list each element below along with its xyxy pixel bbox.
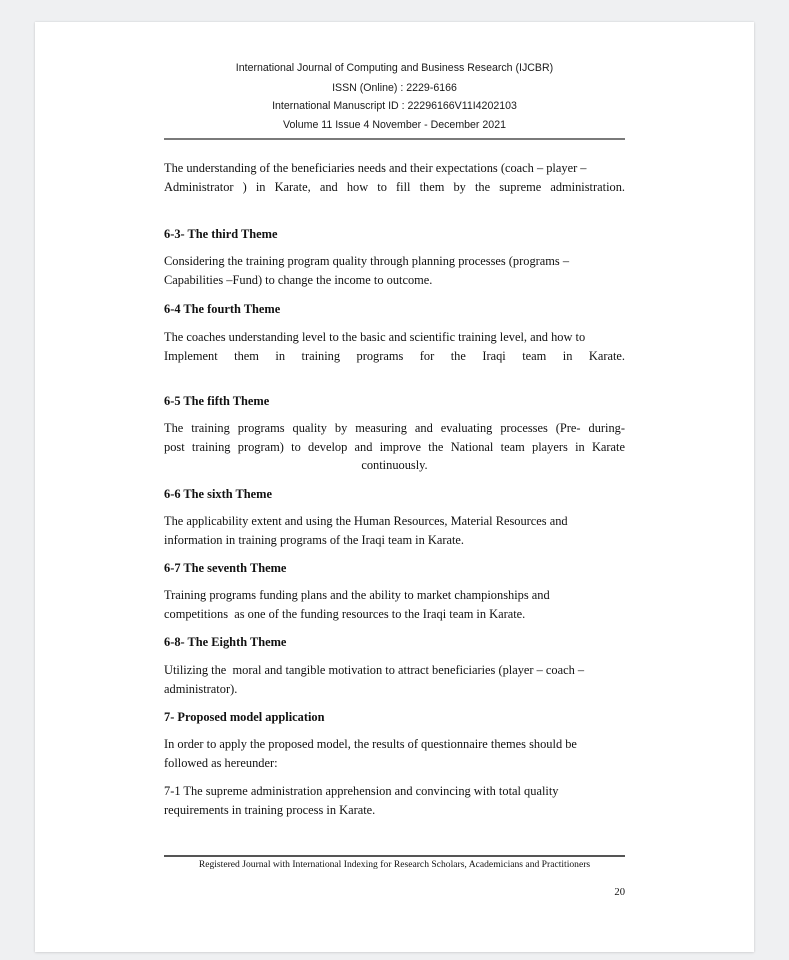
intro-line: Administrator ) in Karate, and how to fill them by the supreme administration.: [164, 179, 625, 194]
paragraph-line: Training programs funding plans and the ability to market championships and: [164, 588, 550, 602]
page-number: 20: [614, 887, 625, 898]
section-heading-6-3: 6-3- The third Theme: [164, 227, 278, 241]
paragraph-line: continuously.: [361, 458, 428, 472]
volume-issue: Volume 11 Issue 4 November - December 2021: [283, 119, 506, 131]
manuscript-id: International Manuscript ID : 22296166V11I4202103: [272, 100, 517, 112]
footer-divider: [164, 855, 625, 857]
intro-line: The understanding of the beneficiaries needs and their expectations (coach – player –: [164, 161, 587, 175]
paragraph-line: requirements in training process in Karate.: [164, 802, 376, 817]
paragraph-line: Considering the training program quality through planning processes (programs –: [164, 254, 570, 268]
paragraph-line: The coaches understanding level to the basic and scientific training level, and how to: [164, 330, 586, 344]
paragraph-line: administrator).: [164, 681, 238, 696]
section-paragraph-6-5: [164, 419, 625, 475]
section-heading-6-5: 6-5 The fifth Theme: [164, 394, 270, 408]
paragraph-line: followed as hereunder:: [164, 755, 278, 770]
section-heading-7: 7- Proposed model application: [164, 710, 325, 724]
section-heading-6-6: 6-6 The sixth Theme: [164, 487, 272, 501]
section-paragraph-6-8: [164, 661, 625, 698]
issn: ISSN (Online) : 2229-6166: [332, 82, 457, 94]
section-paragraph-6-6: [164, 512, 625, 549]
paragraph-line: Implement them in training programs for the Iraqi team in Karate.: [164, 348, 625, 363]
paragraph-line: Capabilities –Fund) to change the income to outcome.: [164, 272, 433, 287]
journal-title: International Journal of Computing and Business Research (IJCBR): [235, 62, 554, 74]
section-heading-6-7: 6-7 The seventh Theme: [164, 561, 287, 575]
paragraph-line: The applicability extent and using the Human Resources, Material Resources and: [164, 514, 568, 528]
item-7-1-paragraph: [164, 782, 625, 819]
section-paragraph-6-7: [164, 586, 625, 623]
section-paragraph-7: [164, 735, 625, 772]
section-paragraph-6-4: [164, 328, 625, 365]
footer-text: Registered Journal with International Indexing for Research Scholars, Academicians and Practitioners: [198, 859, 591, 870]
paragraph-line: information in training programs of the Iraqi team in Karate.: [164, 532, 465, 547]
paragraph-line: post training program) to develop and improve the National team players in Karate: [164, 439, 625, 454]
section-heading-6-8: 6-8- The Eighth Theme: [164, 635, 287, 649]
page-content: [164, 22, 625, 952]
section-paragraph-6-3: [164, 252, 625, 289]
paragraph-line: 7-1 The supreme administration apprehension and convincing with total quality: [164, 784, 559, 798]
paragraph-line: The training programs quality by measuring and evaluating processes (Pre- during-: [164, 421, 625, 435]
document-page: [35, 22, 754, 952]
paragraph-line: Utilizing the moral and tangible motivation to attract beneficiaries (player – coach –: [164, 663, 585, 677]
intro-paragraph: [164, 159, 625, 196]
paragraph-line: In order to apply the proposed model, the results of questionnaire themes should be: [164, 737, 577, 751]
paragraph-line: competitions as one of the funding resources to the Iraqi team in Karate.: [164, 606, 526, 621]
header-divider: [164, 138, 625, 140]
section-heading-6-4: 6-4 The fourth Theme: [164, 302, 281, 316]
